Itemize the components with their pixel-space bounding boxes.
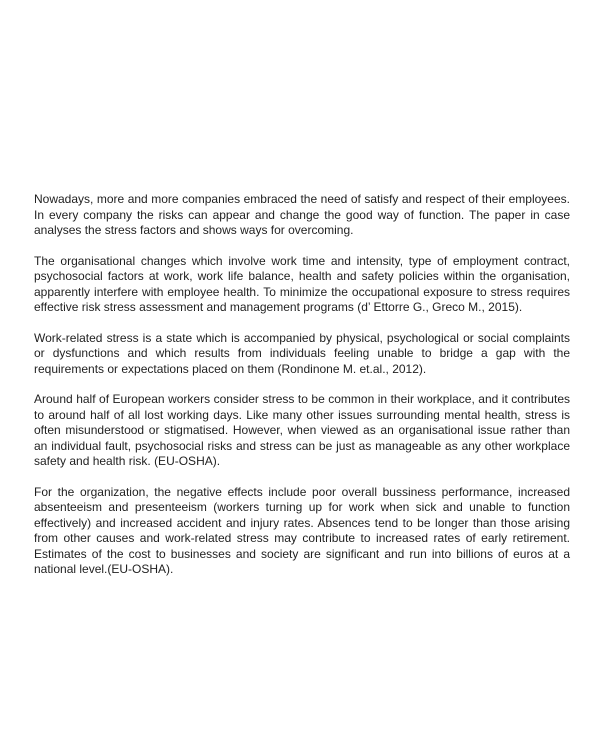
paragraph-organisational-changes: The organisational changes which involve work time and intensity, type of employment contract, psychosocial factors at work, work life balance, health and safety policies within the organisation, apparently interfere with employee health. To minimize the occupational exposure to stress requires effective risk stress assessment and management programs (d’ Ettorre G., Greco M., 2015).: [34, 253, 570, 314]
paragraph-european-workers: Around half of European workers consider stress to be common in their workplace, and it contributes to around half of all lost working days. Like many other issues surrounding mental health, stress is often misunderstood or stigmatised. However, when viewed as an organisational issue rather than an individual fault, psychosocial risks and stress can be just as manageable as any other workplace safety and health risk. (EU-OSHA).: [34, 392, 570, 468]
paragraph-organization-effects: For the organization, the negative effects include poor overall bussiness performance, increased absenteeism and presenteeism (workers turning up for work when sick and unable to function effectively) and increased accident and injury rates. Absences tend to be longer than those arising from other causes and work-related stress may contribute to increased rates of early retirement. Estimates of the cost to businesses and society are significant and run into billions of euros at a national level.(EU-OSHA).: [34, 484, 570, 576]
document-body: [34, 192, 570, 593]
paragraph-intro: Nowadays, more and more companies embraced the need of satisfy and respect of their employees. In every company the risks can appear and change the good way of function. The paper in case analyses the stress factors and shows ways for overcoming.: [34, 192, 570, 237]
paragraph-work-related-stress: Work-related stress is a state which is accompanied by physical, psychological or social complaints or dysfunctions and which results from individuals feeling unable to bridge a gap with the requirements or expectations placed on them (Rondinone M. et.al., 2012).: [34, 330, 570, 376]
